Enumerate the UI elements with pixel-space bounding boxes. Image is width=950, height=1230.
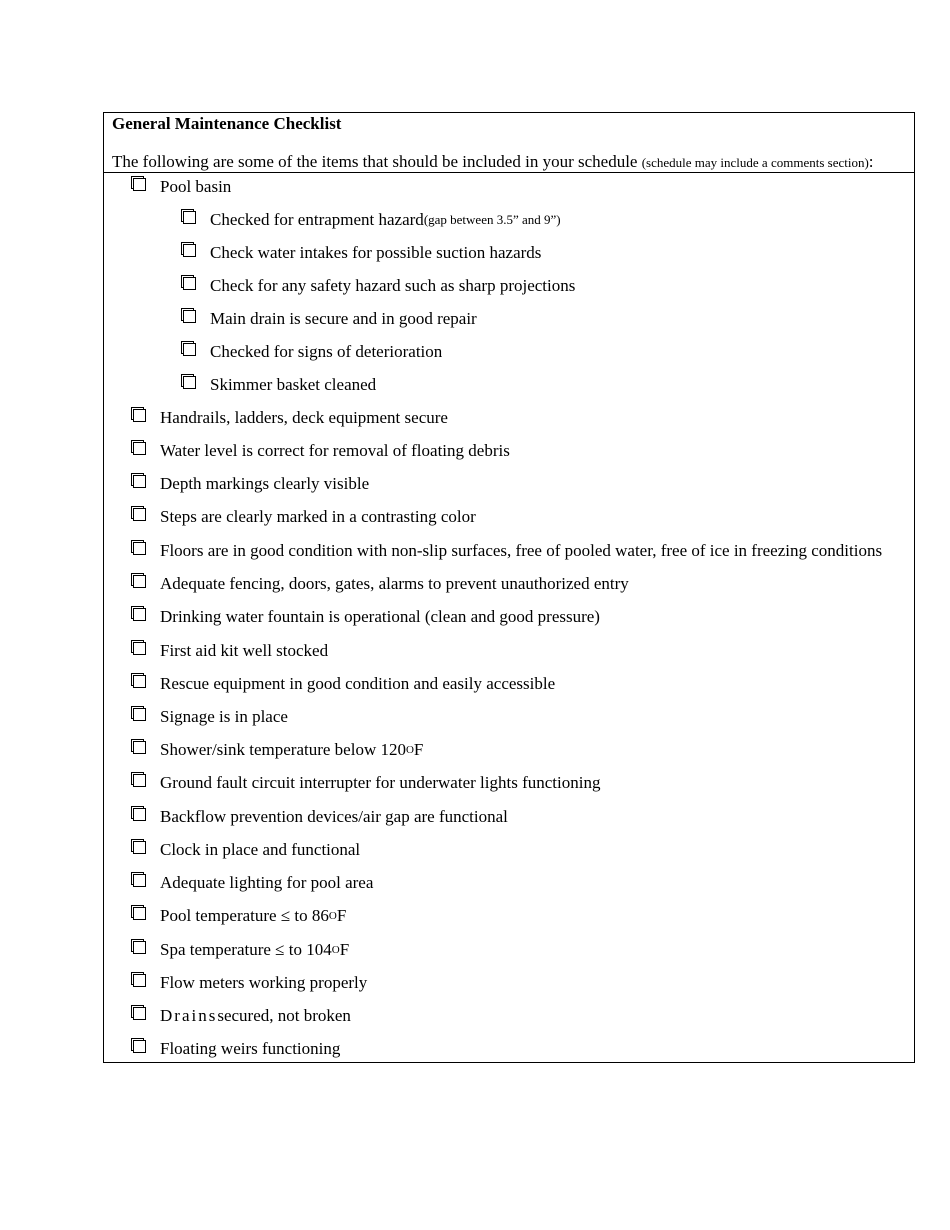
list-item: Shower/sink temperature below 120 O F (133, 739, 423, 761)
item-label: Signage is in place (160, 707, 288, 726)
list-item (133, 473, 369, 495)
intro-end: : (868, 152, 874, 171)
item-label: Floating weirs functioning (160, 1039, 341, 1058)
sub-item (183, 308, 477, 330)
checkbox[interactable] (133, 841, 146, 854)
item-label: Backflow prevention devices/air gap are functional (160, 807, 508, 826)
checkbox[interactable] (133, 708, 146, 721)
checkbox[interactable] (133, 1007, 146, 1020)
list-item (133, 1005, 351, 1027)
checkbox[interactable] (133, 608, 146, 621)
checkbox[interactable] (183, 244, 196, 257)
list-item (133, 839, 360, 861)
item-label: Drinking water fountain is operational (clean and good pressure) (160, 607, 600, 626)
unit: F (336, 906, 347, 925)
checkbox[interactable] (133, 575, 146, 588)
checkbox[interactable] (183, 310, 196, 323)
list-item (133, 573, 629, 595)
unit: F (413, 740, 424, 759)
item-label: Pool temperature ≤ to 86 (160, 906, 329, 925)
item-label: First aid kit well stocked (160, 641, 329, 660)
sub-item (183, 374, 376, 396)
sub-item (183, 275, 575, 297)
item-label: Check for any safety hazard such as sharp projections (210, 276, 576, 295)
sub-item (183, 242, 541, 264)
intro-text (112, 152, 874, 172)
list-item (133, 806, 508, 828)
list-item (133, 440, 510, 462)
item-label: Main drain is secure and in good repair (210, 309, 477, 328)
checkbox[interactable] (133, 542, 146, 555)
checkbox[interactable] (133, 642, 146, 655)
item-label: Water level is correct for removal of floating debris (160, 441, 510, 460)
list-item: Spa temperature ≤ to 104 O F (133, 939, 349, 961)
list-item-pool-basin (133, 176, 231, 198)
item-label: Adequate lighting for pool area (160, 873, 374, 892)
checkbox[interactable] (183, 376, 196, 389)
item-label: Clock in place and functional (160, 840, 361, 859)
checkbox[interactable] (133, 675, 146, 688)
checkbox[interactable] (133, 409, 146, 422)
checkbox[interactable] (133, 907, 146, 920)
checkbox[interactable] (183, 277, 196, 290)
item-label: Skimmer basket cleaned (210, 375, 377, 394)
item-label: Flow meters working properly (160, 973, 368, 992)
checkbox[interactable] (183, 211, 196, 224)
item-label: Spa temperature ≤ to 104 (160, 940, 332, 959)
checkbox[interactable] (133, 774, 146, 787)
checkbox[interactable] (133, 974, 146, 987)
item-label: Handrails, ladders, deck equipment secure (160, 408, 448, 427)
checkbox[interactable] (133, 442, 146, 455)
checkbox[interactable] (133, 178, 146, 191)
item-label: Ground fault circuit interrupter for underwater lights functioning (160, 773, 601, 792)
list-item (133, 506, 476, 528)
list-item (133, 407, 448, 429)
list-item (133, 772, 600, 794)
checklist-frame (103, 112, 915, 1063)
sub-item (183, 209, 561, 231)
checklist-title: General Maintenance Checklist (112, 114, 342, 133)
checkbox[interactable] (133, 508, 146, 521)
checklist-header (104, 113, 914, 173)
item-label-rest: secured, not broken (217, 1006, 351, 1025)
sub-item (183, 341, 442, 363)
list-item (133, 540, 882, 562)
list-item: Pool temperature ≤ to 86 O F (133, 905, 346, 927)
checkbox[interactable] (133, 741, 146, 754)
list-item (133, 872, 373, 894)
checkbox[interactable] (133, 874, 146, 887)
item-label: Rescue equipment in good condition and easily accessible (160, 674, 556, 693)
item-label: Pool basin (160, 177, 232, 196)
item-label: Checked for signs of deterioration (210, 342, 443, 361)
list-item (133, 706, 288, 728)
item-note: (gap between 3.5” and 9”) (423, 212, 561, 227)
item-label: Shower/sink temperature below 120 (160, 740, 406, 759)
item-label: Steps are clearly marked in a contrasting color (160, 507, 476, 526)
list-item (133, 640, 328, 662)
item-label: Check water intakes for possible suction hazards (210, 243, 542, 262)
checkbox[interactable] (133, 475, 146, 488)
item-label: Adequate fencing, doors, gates, alarms to prevent unauthorized entry (160, 574, 629, 593)
list-item (133, 673, 555, 695)
checkbox[interactable] (133, 808, 146, 821)
list-item (133, 972, 367, 994)
list-item (133, 1038, 340, 1060)
intro-note: (schedule may include a comments section) (641, 155, 869, 170)
item-label: Checked for entrapment hazard (210, 210, 424, 229)
checkbox[interactable] (183, 343, 196, 356)
item-label: Depth markings clearly visible (160, 474, 370, 493)
checkbox[interactable] (133, 1040, 146, 1053)
item-label: Floors are in good condition with non-slip surfaces, free of pooled water, free of ice in freezing conditions (160, 541, 883, 560)
intro-main: The following are some of the items that should be included in your schedule (112, 152, 642, 171)
checkbox[interactable] (133, 941, 146, 954)
list-item (133, 606, 600, 628)
item-label: Drains (160, 1006, 218, 1025)
unit: F (339, 940, 350, 959)
